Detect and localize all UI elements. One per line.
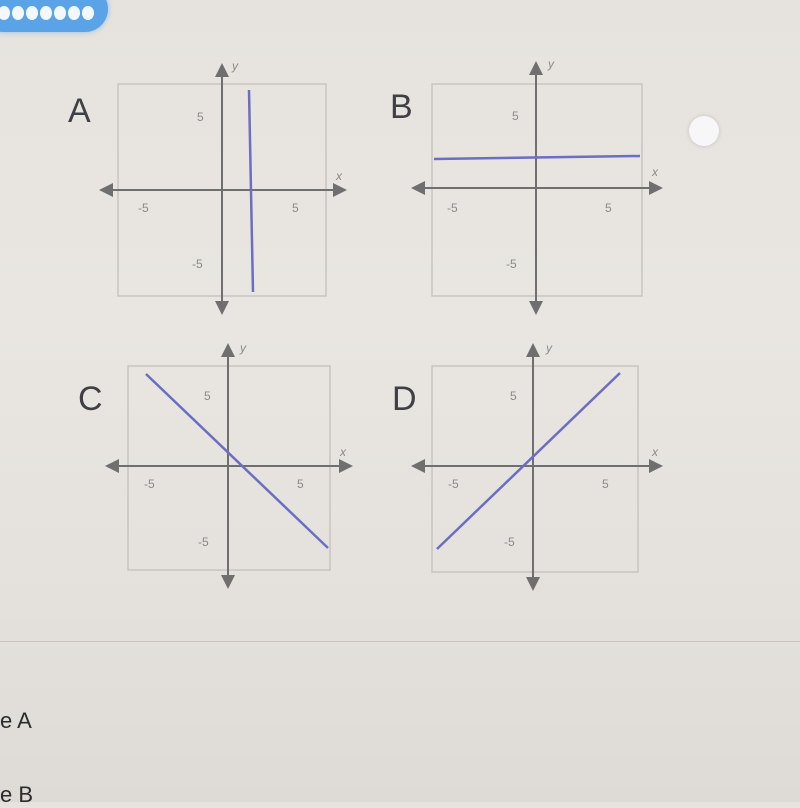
- section-divider: [0, 641, 800, 642]
- graph-b-tick-x-neg: -5: [447, 201, 458, 215]
- graph-d-tick-y-pos: 5: [510, 389, 517, 403]
- graph-a-y-name: y: [232, 59, 238, 73]
- graph-b-label: B: [390, 88, 413, 126]
- graph-d-frame: [432, 366, 638, 572]
- graph-c-tick-x-pos: 5: [297, 477, 304, 491]
- graph-d-line: [437, 373, 620, 549]
- graph-c-label: C: [78, 380, 103, 418]
- graph-c-tick-x-neg: -5: [144, 477, 155, 491]
- graph-d[interactable]: [392, 341, 659, 584]
- graph-d-tick-x-neg: -5: [448, 477, 459, 491]
- graph-b-tick-y-neg: -5: [506, 257, 517, 271]
- graph-d-x-name: x: [652, 445, 658, 459]
- graph-b-y-name: y: [548, 57, 554, 71]
- graph-d-label: D: [392, 380, 417, 418]
- graph-a-label: A: [68, 92, 91, 130]
- graph-c-tick-y-pos: 5: [204, 389, 211, 403]
- graph-a-x-name: x: [336, 169, 342, 183]
- graph-b-line: [434, 156, 640, 159]
- graph-b-x-name: x: [652, 165, 658, 179]
- graph-d-tick-x-pos: 5: [602, 477, 609, 491]
- radio-button[interactable]: [689, 116, 719, 146]
- choice-b[interactable]: e B: [0, 782, 34, 807]
- graph-c-line: [146, 374, 328, 548]
- graph-b-tick-y-pos: 5: [512, 109, 519, 123]
- graph-c-y-name: y: [240, 341, 246, 355]
- graph-c-tick-y-neg: -5: [198, 535, 209, 549]
- graph-a-tick-y-neg: -5: [192, 257, 203, 271]
- graph-c-x-name: x: [340, 445, 346, 459]
- graph-a-tick-x-pos: 5: [292, 201, 299, 215]
- graph-a-tick-x-neg: -5: [138, 201, 149, 215]
- graph-d-tick-y-neg: -5: [504, 535, 515, 549]
- graph-b-tick-x-pos: 5: [605, 201, 612, 215]
- graph-a-tick-y-pos: 5: [197, 110, 204, 124]
- choice-a[interactable]: e A: [0, 708, 32, 733]
- graph-a[interactable]: [68, 59, 343, 308]
- graph-c[interactable]: [78, 341, 347, 582]
- graph-b[interactable]: [390, 57, 659, 308]
- graph-d-y-name: y: [546, 341, 552, 355]
